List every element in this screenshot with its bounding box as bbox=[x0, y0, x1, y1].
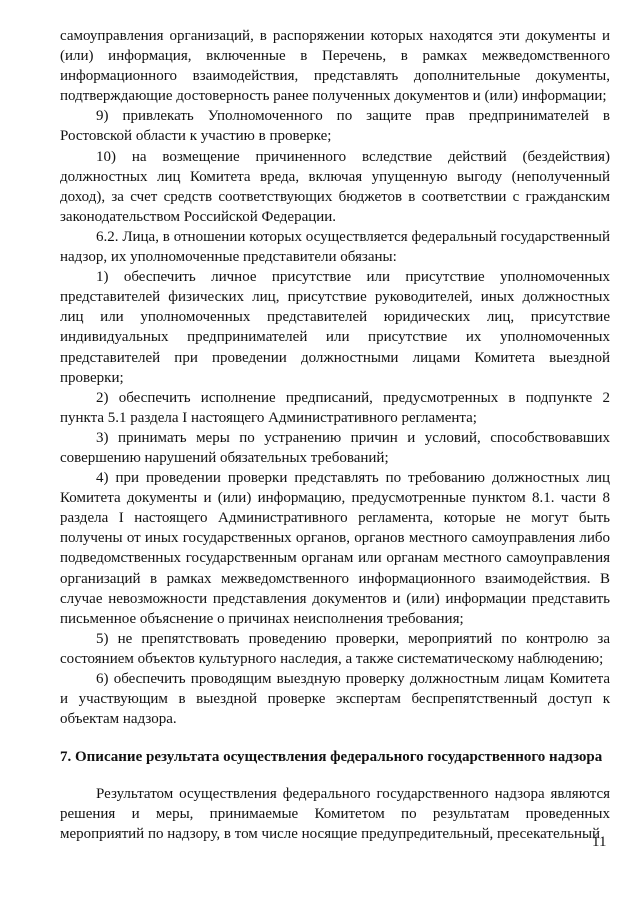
section-7-paragraph: Результатом осуществления федерального государственного надзора являются решения и меры, принимаемые Комитетом по результатам проведенных мероприятий по надзору, в том числе носящие предупредительный, пресекательный bbox=[60, 786, 610, 843]
section-heading: 7. Описание результата осуществления федерального государственного надзора bbox=[60, 749, 603, 766]
paragraph-continuation: самоуправления организаций, в распоряжении которых находятся эти документы и (или) информация, включенные в Перечень, в рамках межведомственного информационного взаимодействия, представлять дополнительные документы, подтверждающие достоверность ранее полученных документов и (или) информации; bbox=[60, 28, 610, 105]
list-item-9: 9) привлекать Уполномоченного по защите прав предпринимателей в Ростовской области к участию в проверке; bbox=[60, 108, 610, 145]
obligation-item-1: 1) обеспечить личное присутствие или присутствие уполномоченных представителей физических лиц, присутствие руководителей, иных должностных лиц или уполномоченных представителей юридических лиц, присутствие индивидуальных предпринимателей или присутствие их уполномоченных представителей при проведении должностными лицами Комитета выездной проверки; bbox=[60, 269, 610, 386]
obligation-item-4: 4) при проведении проверки представлять по требованию должностных лиц Комитета документы и (или) информацию, предусмотренные пунктом 8.1. части 8 раздела I настоящего Административного регламента, которые не могут быть получены от иных государственных органов, органов местного самоуправления либо подведомственных государственным органам или органам местного самоуправления организаций в рамках межведомственного информационного взаимодействия. В случае невозможности представления документов и (или) информации представить письменное объяснение о причинах неисполнения требования; bbox=[60, 470, 610, 627]
page-number: 11 bbox=[592, 834, 607, 850]
clause-6-2: 6.2. Лица, в отношении которых осуществляется федеральный государственный надзор, их уполномоченные представители обязаны: bbox=[60, 228, 610, 266]
obligation-item-5: 5) не препятствовать проведению проверки, мероприятий по контролю за состоянием объектов культурного наследия, а также систематическому наблюдению; bbox=[60, 630, 610, 667]
obligation-item-2: 2) обеспечить исполнение предписаний, предусмотренных в подпункте 2 пункта 5.1 раздела I настоящего Административного регламента; bbox=[60, 389, 610, 426]
document-page bbox=[60, 26, 610, 845]
obligation-item-3: 3) принимать меры по устранению причин и условий, способствовавших совершению нарушений обязательных требований; bbox=[60, 429, 610, 466]
obligation-item-6: 6) обеспечить проводящим выездную проверку должностным лицам Комитета и участвующим в выездной проверке экспертам беспрепятственный доступ к объектам надзора. bbox=[60, 671, 610, 728]
list-item-10: 10) на возмещение причиненного вследствие действий (бездействия) должностных лиц Комитета вреда, включая упущенную выгоду (неполученный доход), за счет средств соответствующих бюджетов в соответствии с гражданским законодательством Российской Федерации. bbox=[60, 148, 610, 225]
